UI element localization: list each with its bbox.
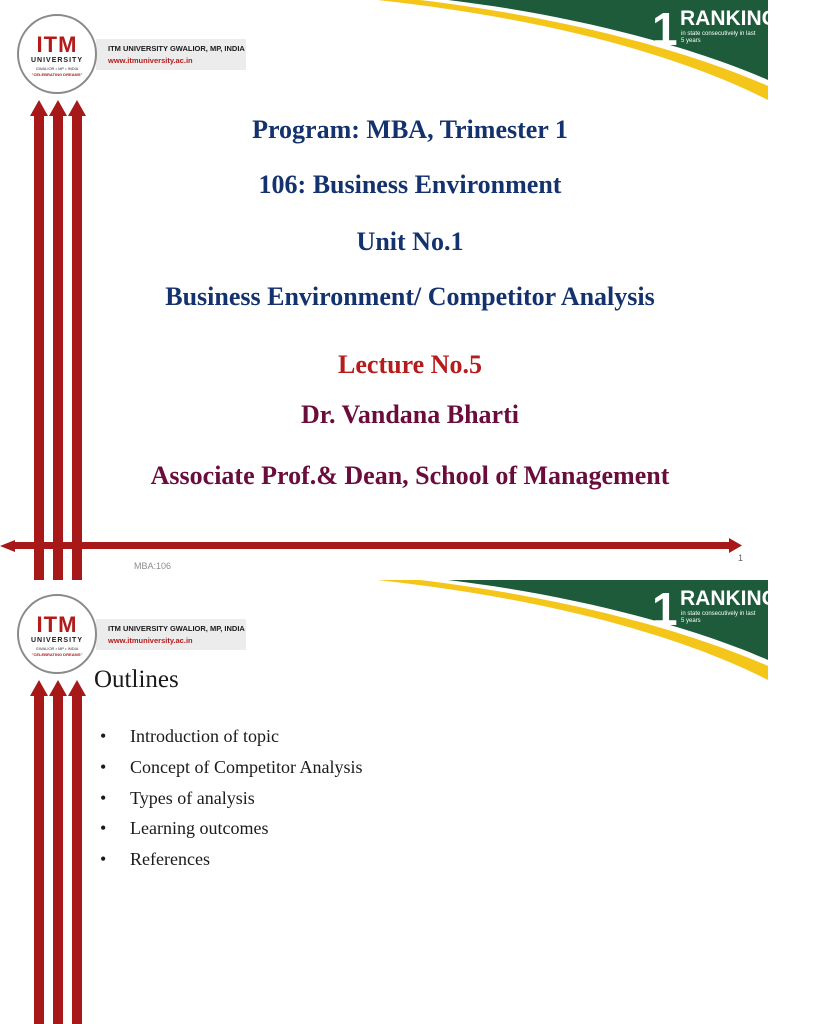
logo-text: ITM <box>36 612 78 637</box>
lecture-number: Lecture No.5 <box>338 350 482 379</box>
outline-title: Outlines <box>94 666 179 693</box>
ranking-subtext <box>681 31 755 45</box>
logo-location: GWALIOR • MP • INDIA <box>35 646 79 651</box>
instructor-name: Dr. Vandana Bharti <box>301 400 519 429</box>
ranking-line-2: 5 years <box>681 618 701 624</box>
bullet-icon: • <box>100 787 107 808</box>
list-item-text: Types of analysis <box>130 787 255 808</box>
list-item <box>100 787 362 818</box>
topic-title: Business Environment/ Competitor Analysis <box>165 282 655 311</box>
bullet-icon: • <box>100 818 107 839</box>
page-number: 1 <box>738 553 744 563</box>
logo-location: GWALIOR • MP • INDIA <box>35 66 79 71</box>
course-title: 106: Business Environment <box>258 170 562 199</box>
list-item <box>100 848 362 879</box>
bullet-icon: • <box>100 756 107 777</box>
list-item-text: Learning outcomes <box>130 818 269 839</box>
university-logo <box>17 594 97 674</box>
instructor-designation: Associate Prof.& Dean, School of Management <box>150 461 670 490</box>
university-website: www.itmuniversity.ac.in <box>108 636 193 645</box>
list-item <box>100 756 362 787</box>
ranking-word: RANKING <box>680 7 778 30</box>
slide-2 <box>0 580 778 1024</box>
list-item-text: Concept of Competitor Analysis <box>130 756 363 777</box>
list-item-text: References <box>130 849 210 870</box>
slide-footer: MBA:106 <box>134 561 172 571</box>
ranking-subtext <box>681 611 755 625</box>
ranking-number: 1 <box>652 3 678 55</box>
university-logo <box>17 14 97 94</box>
logo-text: ITM <box>36 32 78 57</box>
unit-title: Unit No.1 <box>356 227 464 256</box>
ranking-number: 1 <box>652 583 678 635</box>
university-name: ITM UNIVERSITY GWALIOR, MP, INDIA <box>108 44 245 53</box>
ranking-line-1: in state consecutively in last <box>681 31 756 37</box>
ranking-line-2: 5 years <box>681 38 701 44</box>
program-title: Program: MBA, Trimester 1 <box>252 115 568 144</box>
logo-subtext: UNIVERSITY <box>30 637 83 644</box>
list-item <box>100 725 362 756</box>
list-item <box>100 817 362 848</box>
ranking-word: RANKING <box>680 587 778 610</box>
logo-subtext: UNIVERSITY <box>30 57 83 64</box>
bullet-icon: • <box>100 726 107 746</box>
logo-tagline: "CELEBRATING DREAMS" <box>31 652 83 657</box>
university-website: www.itmuniversity.ac.in <box>108 56 193 65</box>
logo-tagline: "CELEBRATING DREAMS" <box>31 72 83 77</box>
outline-list <box>100 725 362 879</box>
list-item-text: Introduction of topic <box>130 726 279 746</box>
ranking-line-1: in state consecutively in last <box>681 611 756 617</box>
university-name: ITM UNIVERSITY GWALIOR, MP, INDIA <box>108 624 245 633</box>
bullet-icon: • <box>100 849 107 870</box>
